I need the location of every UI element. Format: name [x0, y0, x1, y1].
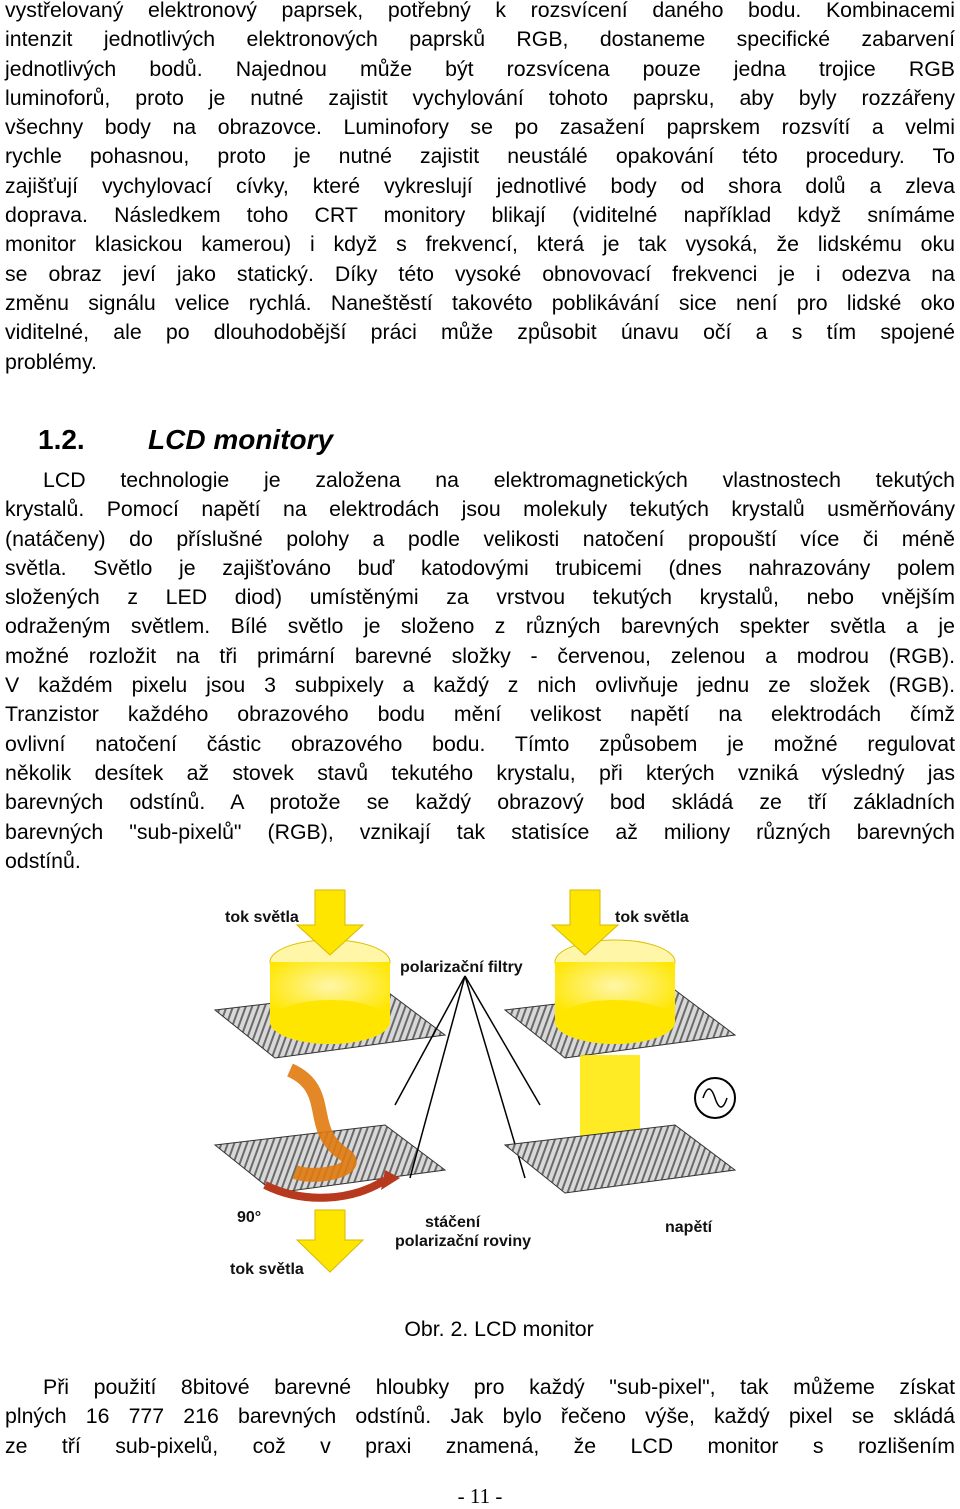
text-line: se obraz jeví jako statický. Díky této vysoké obnovovací frekvenci je i odezva na	[5, 261, 955, 286]
left-light-cylinder-base	[270, 1000, 390, 1044]
text-line: možné rozložit na tři primární barevné složky - červenou, zelenou a modrou (RGB).	[5, 643, 955, 668]
crt-paragraph	[5, 0, 955, 377]
text-line: barevných "sub-pixelů" (RGB), vznikají tak statisíce až miliony různých barevných	[5, 819, 955, 844]
text-line: doprava. Následkem toho CRT monitory blikají (viditelné například když snímáme	[5, 203, 955, 228]
text-line: vystřelovaný elektronový paprsek, potřebný k rozsvícení daného bodu. Kombinacemi	[5, 0, 955, 22]
angle-label: 90°	[237, 1209, 262, 1226]
polarization-filters-label: polarizační filtry	[400, 959, 523, 976]
rotation-label-line2: polarizační roviny	[395, 1233, 532, 1250]
left-bottom-arrow	[297, 1210, 363, 1272]
callout-line	[410, 976, 465, 1178]
rotation-label-line1: stáčení	[425, 1214, 481, 1231]
text-line: zajišťují vychylovací cívky, které vykreslují jednotlivé body od shora dolů a zleva	[5, 173, 955, 198]
text-line: plných 16 777 216 barevných odstínů. Jak bylo řečeno výše, každý pixel se skládá	[5, 1404, 955, 1429]
lcd-diagram-svg	[195, 880, 765, 1300]
text-line: V každém pixelu jsou 3 subpixely a každý z nich ovlivňuje jednu ze složek (RGB).	[5, 673, 955, 698]
right-light-flow-label: tok světla	[615, 909, 689, 926]
page-number: - 11 -	[457, 1484, 503, 1508]
text-line: LCD technologie je založena na elektromagnetických vlastnostech tekutých	[43, 468, 955, 492]
text-line: Při použití 8bitové barevné hloubky pro každý "sub-pixel", tak můžeme získat	[43, 1375, 955, 1399]
text-line: krystalů. Pomocí napětí na elektrodách jsou molekuly tekutých krystalů usměrňovány	[5, 497, 955, 522]
text-line: monitor klasickou kamerou) i když s frekvencí, která je tak vysoká, že lidskému oku	[5, 232, 955, 257]
bottom-light-flow-label: tok světla	[230, 1261, 304, 1278]
text-line: ze tří sub-pixelů, což v praxi znamená, že LCD monitor s rozlišením	[5, 1433, 955, 1458]
right-cell	[505, 890, 735, 1236]
text-line: Tranzistor každého obrazového bodu mění velikost napětí na elektrodách čímž	[5, 702, 955, 727]
text-line: několik desítek až stovek stavů tekutého krystalu, při kterých vzniká výsledný jas	[5, 760, 955, 785]
section-title: LCD monitory	[148, 424, 334, 455]
text-line: všechny body na obrazovce. Luminofory se po zasažení paprskem rozsvítí a velmi	[5, 115, 955, 140]
text-line: jednotlivých bodů. Najednou může být rozsvícena pouze jedna trojice RGB	[5, 56, 955, 81]
text-line: viditelné, ale po dlouhodobější práci může způsobit únavu očí a s tím spojené	[5, 320, 955, 345]
text-line: změnu signálu velice rychlá. Naneštěstí takovéto poblikávání sice není pro lidské oko	[5, 290, 955, 315]
figure-caption: Obr. 2. LCD monitor	[404, 1317, 594, 1341]
left-cell	[215, 890, 445, 1278]
text-line: složených z LED diod) umístěnými za vrstvou tekutých krystalů, nebo vnějším	[5, 585, 955, 610]
text-line: ovlivní natočení částic obrazového bodu. Tímto způsobem je možné regulovat	[5, 731, 955, 756]
text-line: luminoforů, proto je nutné zajistit vychylování tohoto paprsku, aby byly rozzářeny	[5, 85, 955, 110]
text-line: intenzit jednotlivých elektronových paprsků RGB, dostaneme specifické zabarvení	[5, 27, 955, 52]
text-line: odraženým světlem. Bílé světlo je složeno z různých barevných spekter světla a je	[5, 614, 955, 639]
text-line: odstínů.	[5, 848, 81, 873]
lcd-paragraph	[5, 466, 955, 876]
section-heading	[38, 424, 333, 456]
text-line: barevných odstínů. A protože se každý obrazový bod skládá ze tří základních	[5, 790, 955, 815]
voltage-label: napětí	[665, 1219, 713, 1236]
filter-callout	[395, 959, 540, 1250]
bottom-paragraph	[5, 1373, 955, 1461]
right-light-cylinder-base	[555, 1000, 675, 1044]
callout-line	[465, 976, 540, 1105]
text-line: (natáčeny) do příslušné polohy a podle velikosti natočení propouští více či méně	[5, 526, 955, 551]
text-line: problémy.	[5, 349, 97, 374]
section-number: 1.2.	[38, 424, 85, 455]
text-line: světla. Světlo je zajišťováno buď katodovými trubicemi (dnes nahrazovány polem	[5, 555, 955, 580]
right-bottom-filter	[505, 1125, 735, 1193]
lcd-diagram	[195, 880, 765, 1300]
left-light-flow-label: tok světla	[225, 909, 299, 926]
text-line: rychle pohasnou, proto je nutné zajistit neustálé opakování této procedury. To	[5, 144, 955, 169]
